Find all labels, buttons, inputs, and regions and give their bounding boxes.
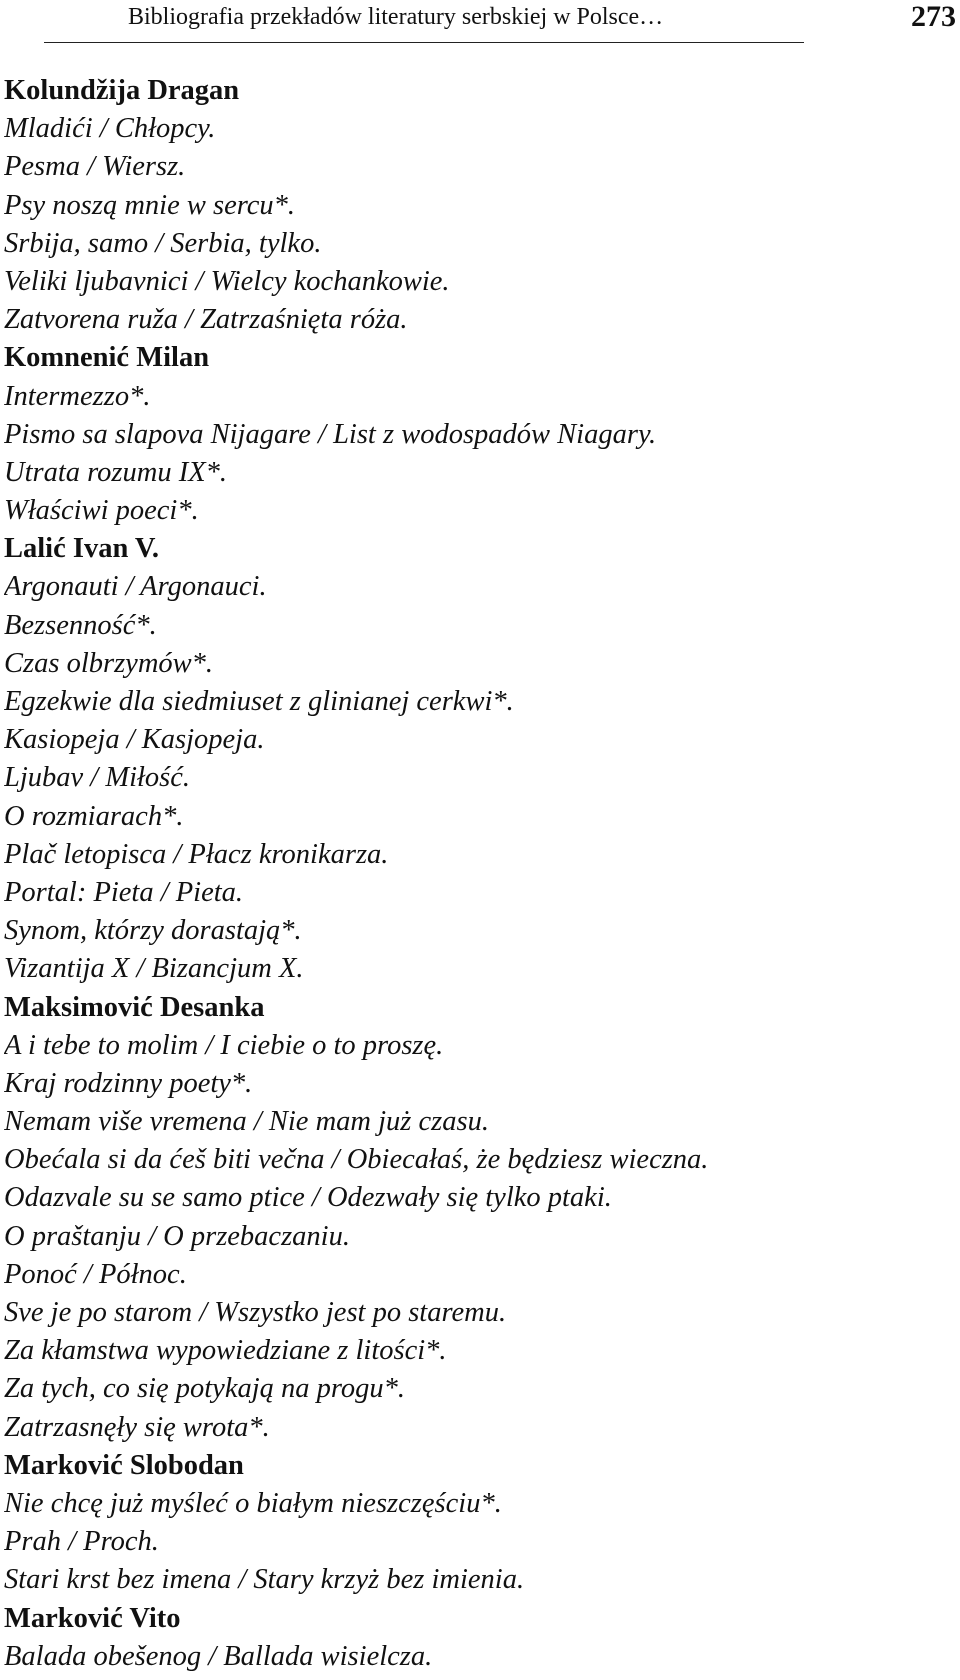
work-title: Plač letopisca / Płacz kronikarza. — [4, 838, 389, 870]
running-header — [44, 0, 804, 43]
work-title: Kasiopeja / Kasjopeja. — [4, 724, 265, 756]
work-title: Egzekwie dla siedmiuset z glinianej cerkwi*. — [4, 686, 514, 717]
work-title: Utrata rozumu IX*. — [4, 456, 227, 488]
work-title: Zatvorena ruža / Zatrzaśnięta róża. — [4, 304, 408, 336]
author-name: Maksimović Desanka — [4, 991, 265, 1023]
work-title: Stari krst bez imena / Stary krzyż bez imienia. — [4, 1564, 525, 1596]
work-title: Pesma / Wiersz. — [4, 151, 186, 183]
work-title: Kraj rodzinny poety*. — [4, 1067, 253, 1099]
work-title: O rozmiarach*. — [4, 800, 184, 832]
work-title: Synom, którzy dorastają*. — [4, 915, 302, 947]
work-title: O praštanju / O przebaczaniu. — [4, 1220, 350, 1252]
work-title: Sve je po starom / Wszystko jest po staremu. — [4, 1297, 507, 1328]
author-name: Marković Slobodan — [4, 1449, 244, 1481]
work-title: Balada obešenog / Ballada wisielcza. — [4, 1640, 433, 1672]
work-title: Portal: Pieta / Pieta. — [4, 876, 244, 908]
work-title: Nemam više vremena / Nie mam już czasu. — [4, 1106, 489, 1138]
author-name: Lalić Ivan V. — [4, 533, 159, 565]
work-title: Intermezzo*. — [4, 380, 151, 412]
work-title: Odazvale su se samo ptice / Odezwały się tylko ptaki. — [4, 1182, 612, 1214]
author-name: Kolundžija Dragan — [4, 75, 240, 106]
running-header-title: Bibliografia przekładów literatury serbskiej w Polsce… — [128, 4, 664, 30]
work-title: Za tych, co się potykają na progu*. — [4, 1373, 406, 1405]
work-title: Ljubav / Miłość. — [4, 762, 191, 794]
work-title: Prah / Proch. — [4, 1526, 159, 1558]
page-number: 273 — [911, 0, 956, 33]
work-title: Psy noszą mnie w sercu*. — [4, 189, 296, 221]
work-title: Czas olbrzymów*. — [4, 647, 214, 679]
work-title: Obećala si da ćeš biti večna / Obiecałaś, że będziesz wieczna. — [4, 1144, 709, 1176]
work-title: Argonauti / Argonauci. — [4, 571, 267, 603]
work-title: Właściwi poeci*. — [4, 495, 199, 527]
author-name: Komnenić Milan — [4, 342, 210, 374]
work-title: Zatrzasnęły się wrota*. — [4, 1411, 270, 1443]
work-title: Bezsenność*. — [4, 609, 157, 641]
work-title: A i tebe to molim / I ciebie o to proszę. — [4, 1029, 444, 1061]
work-title: Pismo sa slapova Nijagare / List z wodospadów Niagary. — [4, 418, 657, 450]
work-title: Veliki ljubavnici / Wielcy kochankowie. — [4, 265, 450, 297]
work-title: Nie chcę już myśleć o białym nieszczęściu*. — [4, 1487, 502, 1519]
work-title: Srbija, samo / Serbia, tylko. — [4, 227, 322, 259]
work-title: Mladići / Chłopcy. — [4, 113, 216, 145]
author-name: Marković Vito — [4, 1602, 181, 1634]
work-title: Za kłamstwa wypowiedziane z litości*. — [4, 1335, 447, 1367]
work-title: Vizantija X / Bizancjum X. — [4, 953, 304, 985]
work-title: Ponoć / Północ. — [4, 1258, 187, 1290]
bibliography-list — [4, 72, 954, 1676]
